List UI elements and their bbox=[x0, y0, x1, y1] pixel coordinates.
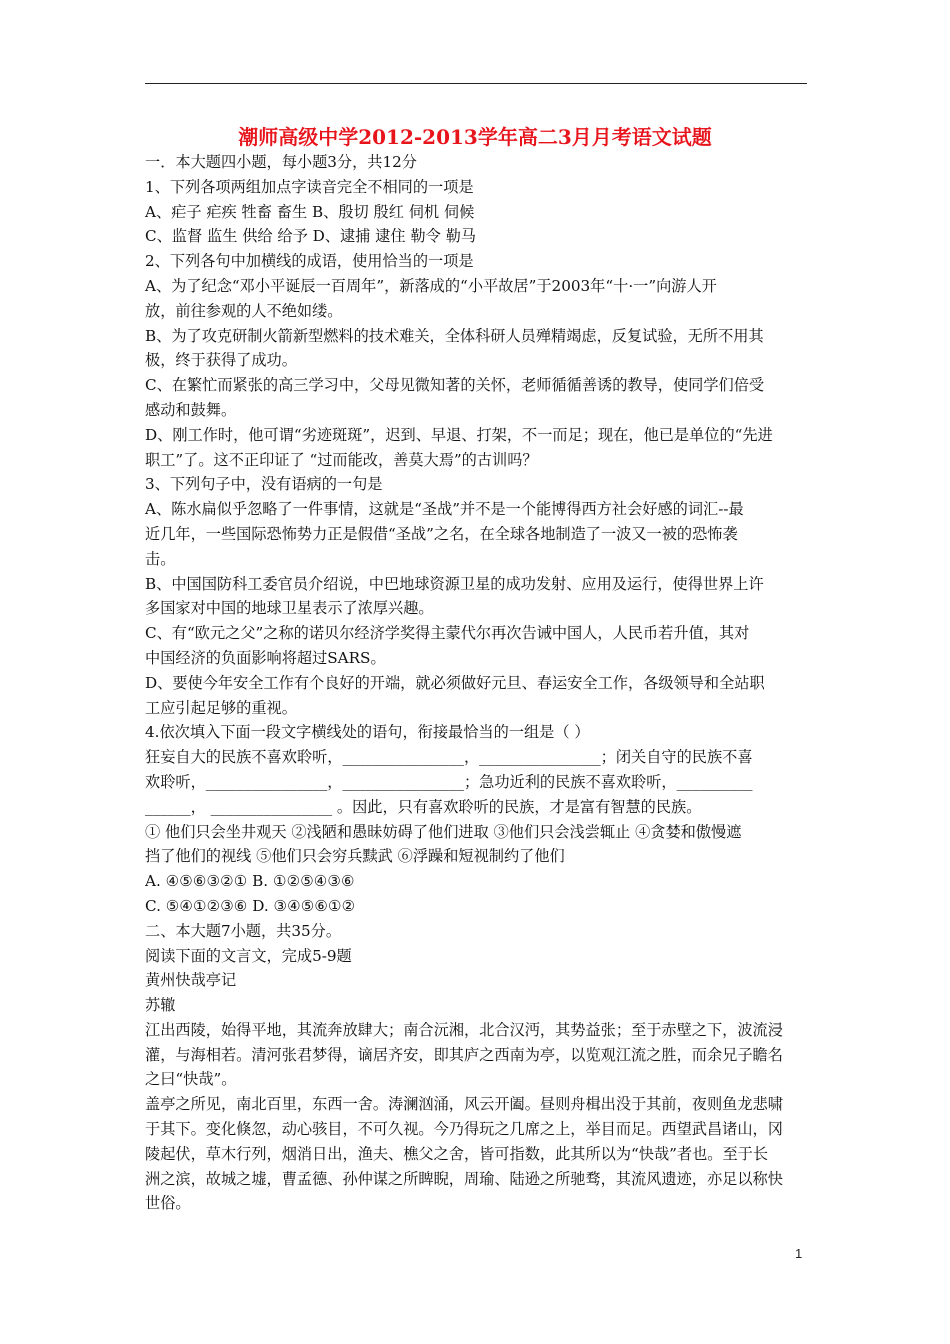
text-line: ① 他们只会坐井观天 ②浅陋和愚昧妨碍了他们进取 ③他们只会浅尝辄止 ④贪婪和傲慢遮 bbox=[145, 822, 742, 841]
document-body bbox=[145, 150, 809, 1216]
text-line: 一．本大题四小题，每小题3分，共12分 bbox=[145, 153, 417, 171]
text-line: 2、下列各句中加横线的成语，使用恰当的一项是 bbox=[145, 252, 474, 271]
text-line: 二、本大题7小题，共35分。 bbox=[145, 921, 342, 940]
text-line: 多国家对中国的地球卫星表示了浓厚兴趣。 bbox=[145, 599, 434, 618]
text-line: 洲之滨，故城之墟，曹孟德、孙仲谋之所睥睨，周瑜、陆逊之所驰骛，其流风遗迹，亦足以称快 bbox=[145, 1169, 783, 1188]
text-line: 近几年，一些国际恐怖势力正是假借“圣战”之名，在全球各地制造了一波又一被的恐怖袭 bbox=[145, 524, 738, 543]
text-line: 苏辙 bbox=[145, 996, 176, 1015]
text-line: 灌，与海相若。清河张君梦得，谪居齐安，即其庐之西南为亭，以览观江流之胜，而余兄子瞻名 bbox=[145, 1045, 783, 1064]
text-line: 于其下。变化倏忽，动心骇目，不可久视。今乃得玩之几席之上，举目而足。西望武昌诸山，冈 bbox=[145, 1120, 783, 1139]
text-line: B、中国国防科工委官员介绍说，中巴地球资源卫星的成功发射、应用及运行，使得世界上许 bbox=[145, 574, 764, 593]
text-line: D、刚工作时，他可谓“劣迹斑斑”，迟到、早退、打架，不一而足；现在，他已是单位的“先进 bbox=[145, 425, 773, 444]
text-line: 击。 bbox=[145, 549, 176, 568]
text-line: 陵起伏，草木行列，烟消日出，渔夫、樵父之舍，皆可指数，此其所以为“快哉”者也。至于长 bbox=[145, 1144, 769, 1163]
text-line: B、为了攻克研制火箭新型燃料的技术难关，全体科研人员殚精竭虑，反复试验，无所不用其 bbox=[145, 326, 764, 345]
text-line: 阅读下面的文言文，完成5-9题 bbox=[145, 946, 352, 965]
header-rule bbox=[145, 83, 807, 84]
text-line: 感动和鼓舞。 bbox=[145, 400, 237, 419]
text-line: 之曰“快哉”。 bbox=[145, 1070, 237, 1089]
text-line: 职工”了。这不正印证了 “过而能改，善莫大焉”的古训吗？ bbox=[145, 450, 538, 469]
text-line: 欢聆听，________________，________________；急功近利的民族不喜欢聆听，__________ bbox=[145, 772, 753, 791]
text-line: 盖亭之所见，南北百里，东西一舍。涛澜汹涌，风云开阖。昼则舟楫出没于其前，夜则鱼龙悲啸 bbox=[145, 1095, 783, 1114]
text-line: A. ④⑤⑥③②① B. ①②⑤④③⑥ bbox=[145, 872, 355, 891]
page-title: 潮师高级中学2012-2013学年高二3月月考语文试题 bbox=[238, 125, 712, 149]
text-line: C、监督 监生 供给 给予 D、逮捕 逮住 勒令 勒马 bbox=[145, 227, 476, 246]
text-line: 放，前往参观的人不绝如缕。 bbox=[145, 301, 343, 320]
text-line: A、陈水扁似乎忽略了一件事情，这就是“圣战”并不是一个能博得西方社会好感的词汇--最 bbox=[145, 500, 744, 519]
page-number: 1 bbox=[795, 1246, 803, 1261]
text-line: 3、下列句子中，没有语病的一句是 bbox=[145, 475, 383, 494]
text-line: 狂妄自大的民族不喜欢聆听，________________，________________；闭关自守的民族不喜 bbox=[145, 748, 753, 767]
text-line: 4.依次填入下面一段文字横线处的语句，衔接最恰当的一组是（ ） bbox=[145, 723, 590, 742]
text-line: 江出西陵，始得平地，其流奔放肆大；南合沅湘，北合汉沔，其势益张；至于赤壁之下，波流浸 bbox=[145, 1020, 783, 1039]
text-line: C、有“欧元之父”之称的诺贝尔经济学奖得主蒙代尔再次告诫中国人，人民币若升值，其对 bbox=[145, 624, 750, 643]
text-line: 工应引起足够的重视。 bbox=[145, 698, 297, 717]
text-line: 世俗。 bbox=[145, 1194, 191, 1213]
text-line: A、为了纪念“邓小平诞辰一百周年”，新落成的“小平故居”于2003年“十·一”向游人开 bbox=[145, 276, 717, 295]
text-line: 挡了他们的视线 ⑤他们只会穷兵黩武 ⑥浮躁和短视制约了他们 bbox=[145, 847, 565, 866]
text-line: C. ⑤④①②③⑥ D. ③④⑤⑥①② bbox=[145, 896, 356, 915]
text-line: C、在繁忙而紧张的高三学习中，父母见微知著的关怀，老师循循善诱的教导，使同学们倍受 bbox=[145, 376, 765, 395]
text-line: ______， ________________ 。因此，只有喜欢聆听的民族，才是富有智慧的民族。 bbox=[145, 797, 702, 816]
text-line: A、疟子 疟疾 牲畜 畜生 B、殷切 殷红 伺机 伺候 bbox=[145, 202, 475, 221]
text-line: 1、下列各项两组加点字读音完全不相同的一项是 bbox=[145, 177, 474, 196]
text-line: 黄州快哉亭记 bbox=[145, 971, 237, 990]
text-line: 中国经济的负面影响将超过SARS。 bbox=[145, 648, 386, 667]
text-line: D、要使今年安全工作有个良好的开端，就必须做好元旦、春运安全工作，各级领导和全站职 bbox=[145, 673, 765, 692]
text-line: 极，终于获得了成功。 bbox=[145, 351, 297, 370]
